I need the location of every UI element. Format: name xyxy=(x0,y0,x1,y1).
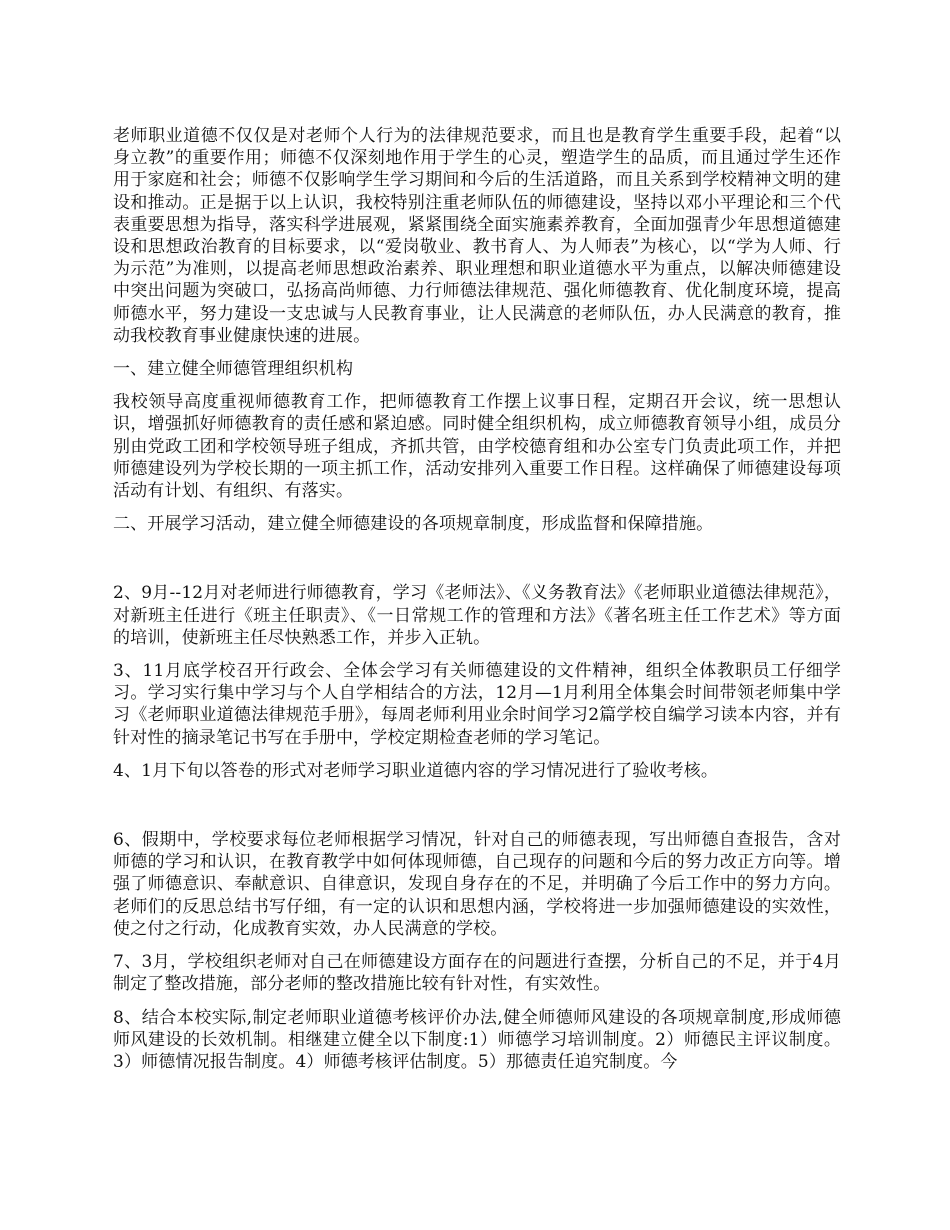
section-heading-2: 二、开展学习活动，建立健全师德建设的各项规章制度，形成监督和保障措施。 xyxy=(113,514,714,535)
document-body xyxy=(113,125,841,1073)
item-2-paragraph: 2、9月--12月对老师进行师德教育，学习《老师法》、《义务教育法》《老师职业道德法律规范》，对新班主任进行《班主任职责》、《一日常规工作的管理和方法》《著名班主任工作艺术》等方面的培训，使新班主任尽快熟悉工作，并步入正轨。 xyxy=(113,583,841,648)
spacer xyxy=(113,502,841,513)
spacer xyxy=(113,649,841,660)
spacer xyxy=(113,347,841,358)
spacer xyxy=(113,996,841,1007)
item-7-paragraph: 7、3月，学校组织老师对自己在师德建设方面存在的问题进行查摆，分析自己的不足，并于4月制定了整改措施，部分老师的整改措施比较有针对性，有实效性。 xyxy=(113,952,841,995)
section-1-paragraph: 我校领导高度重视师德教育工作，把师德教育工作摆上议事日程，定期召开会议，统一思想认识，增强抓好师德教育的责任感和紧迫感。同时健全组织机构，成立师德教育领导小组，成员分别由党政工团和学校领导班子组成，齐抓共管，由学校德育组和办公室专门负责此项工作，并把师德建设列为学校长期的一项主抓工作，活动安排列入重要工作日程。这样确保了师德建设每项活动有计划、有组织、有落实。 xyxy=(113,392,841,502)
item-4-paragraph: 4、1月下旬以答卷的形式对老师学习职业道德内容的学习情况进行了验收考核。 xyxy=(113,760,719,781)
intro-paragraph: 老师职业道德不仅仅是对老师个人行为的法律规范要求，而且也是教育学生重要手段，起着“以身立教”的重要作用；师德不仅深刻地作用于学生的心灵，塑造学生的品质，而且通过学生还作用于家庭和社会；师德不仅影响学生学习期间和今后的生活道路，而且关系到学校精神文明的建设和推动。正是据于以上认识，我校特别注重老师队伍的师德建设，坚持以邓小平理论和三个代表重要思想为指导，落实科学进展观，紧紧围绕全面实施素养教育，全面加强青少年思想道德建设和思想政治教育的目标要求，以“爱岗敬业、教书育人、为人师表”为核心，以“学为人师、行为示范”为准则，以提高老师思想政治素养、职业理想和职业道德水平为重点，以解决师德建设中突出问题为突破口，弘扬高尚师德、力行师德法律规范、强化师德教育、优化制度环境，提高师德水平，努力建设一支忠诚与人民教育事业，让人民满意的老师队伍，办人民满意的教育，推动我校教育事业健康快速的进展。 xyxy=(113,126,841,346)
spacer xyxy=(113,535,841,582)
spacer xyxy=(113,940,841,951)
item-8-paragraph: 8、结合本校实际,制定老师职业道德考核评价办法,健全师德师风建设的各项规章制度,形成师德师风建设的长效机制。相继建立健全以下制度:1）师德学习培训制度。2）师德民主评议制度。3）师德情况报告制度。4）师德考核评估制度。5）那德责任追究制度。今 xyxy=(113,1007,841,1072)
item-3-paragraph: 3、11月底学校召开行政会、全体会学习有关师德建设的文件精神，组织全体教职员工仔细学习。学习实行集中学习与个人自学相结合的方法，12月—1月利用全体集会时间带领老师集中学习《老师职业道德法律规范手册》，每周老师利用业余时间学习2篇学校自编学习读本内容，并有针对性的摘录笔记书写在手册中，学校定期检查老师的学习笔记。 xyxy=(113,661,841,748)
item-6-paragraph: 6、假期中，学校要求每位老师根据学习情况，针对自己的师德表现，写出师德自查报告，含对师德的学习和认识，在教育教学中如何体现师德，自己现存的问题和今后的努力改正方向等。增强了师德意识、奉献意识、自律意识，发现自身存在的不足，并明确了今后工作中的努力方向。老师们的反思总结书写仔细，有一定的认识和思想内涵，学校将进一步加强师德建设的实效性，使之付之行动，化成教育实效，办人民满意的学校。 xyxy=(113,830,841,939)
spacer xyxy=(113,380,841,391)
section-heading-1: 一、建立健全师德管理组织机构 xyxy=(113,359,354,380)
spacer xyxy=(113,749,841,760)
spacer xyxy=(113,782,841,829)
